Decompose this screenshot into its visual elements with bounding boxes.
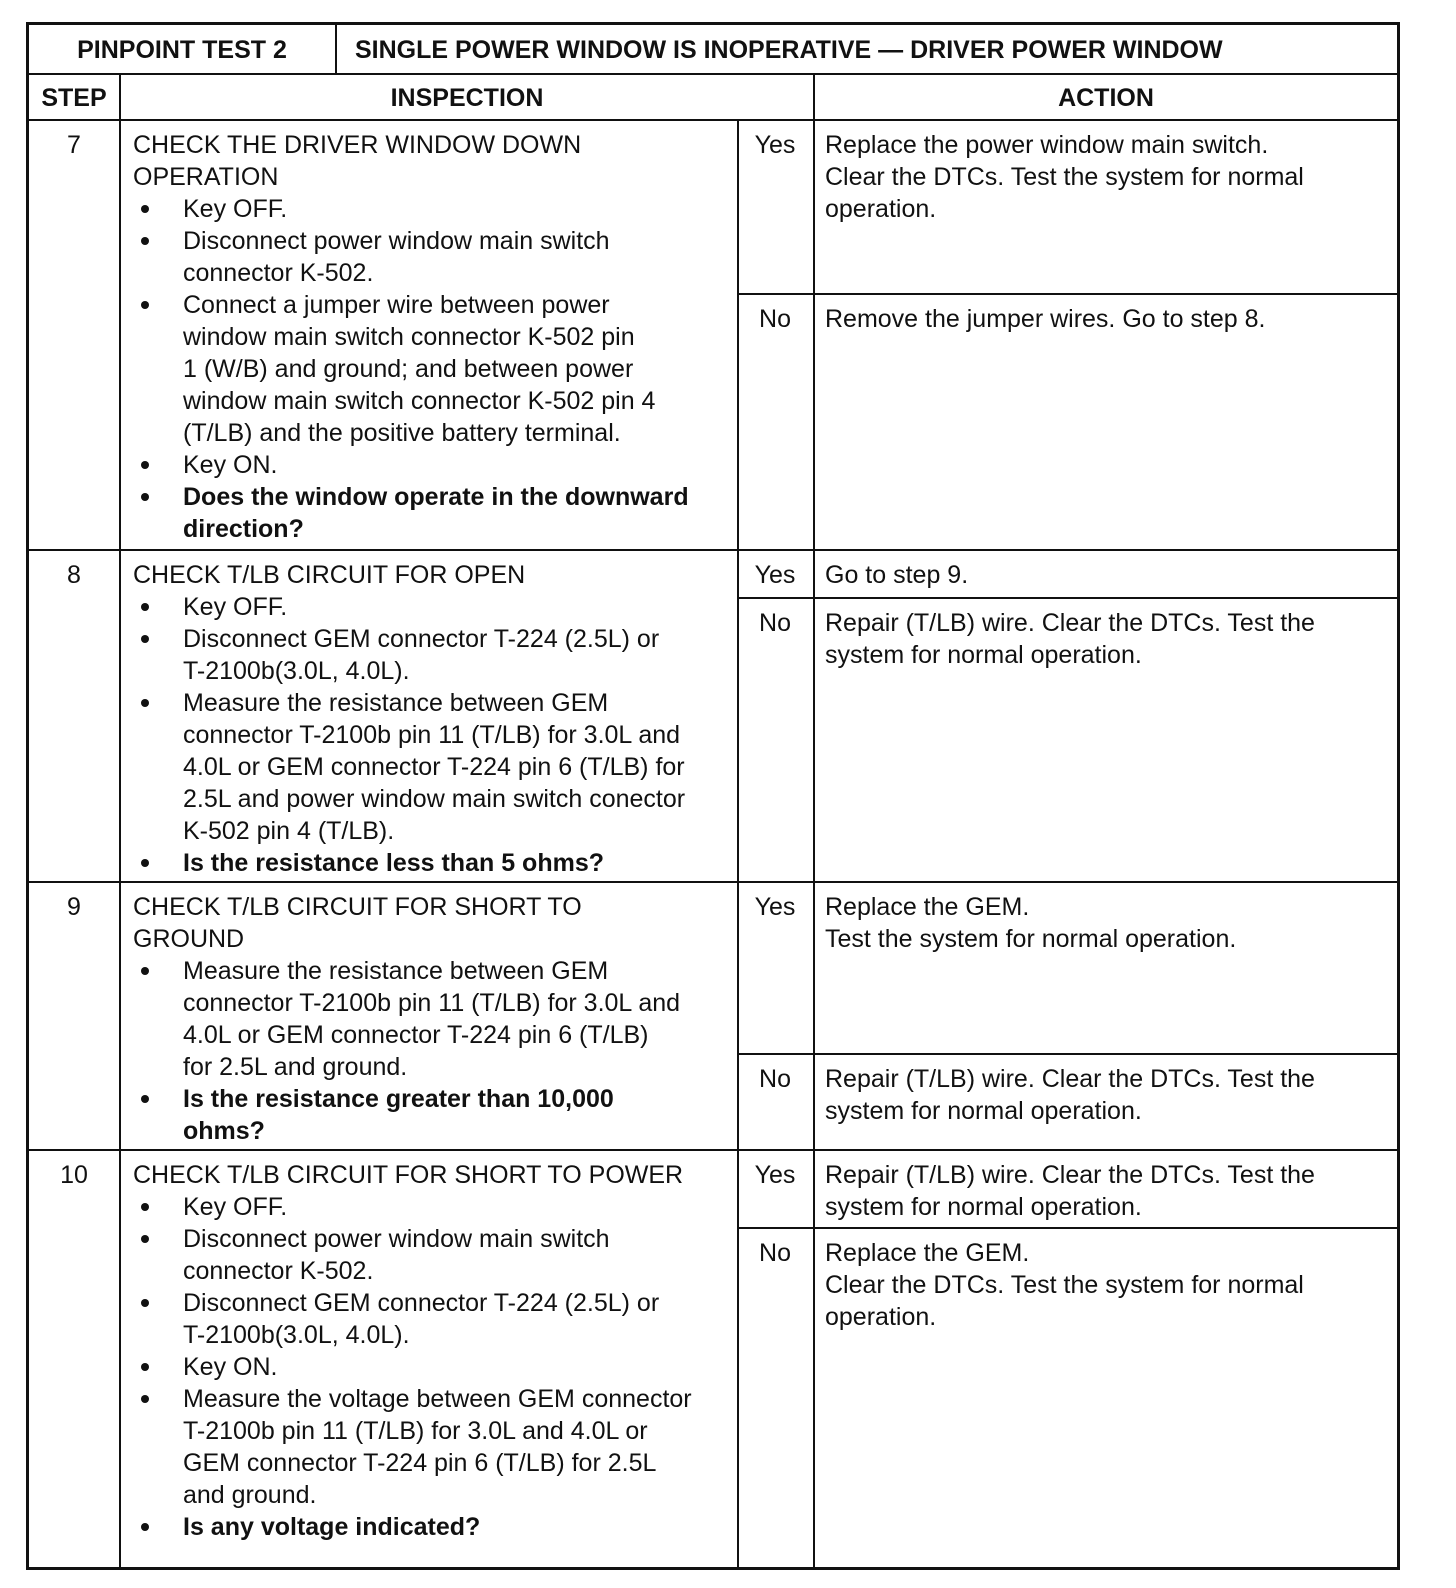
bullet-icon bbox=[141, 699, 149, 707]
bullet-line: Is any voltage indicated? bbox=[183, 1513, 481, 1541]
grid-line-vertical bbox=[813, 73, 815, 1568]
bullet-line: and ground. bbox=[183, 1481, 317, 1509]
bullet-icon bbox=[141, 1363, 149, 1371]
bullet-line: 4.0L or GEM connector T-224 pin 6 (T/LB) for bbox=[183, 753, 685, 781]
action-line: Test the system for normal operation. bbox=[825, 925, 1237, 953]
column-header-inspection bbox=[121, 77, 813, 119]
test-id-cell bbox=[29, 29, 335, 71]
grid-line-horizontal bbox=[29, 881, 1397, 883]
action-line: operation. bbox=[825, 1303, 937, 1331]
bullet-icon bbox=[141, 461, 149, 469]
bullet-line: Is the resistance greater than 10,000 bbox=[183, 1085, 614, 1113]
action-line: Repair (T/LB) wire. Clear the DTCs. Test the bbox=[825, 609, 1315, 637]
bullet-line: Key OFF. bbox=[183, 593, 288, 621]
answer-no: No bbox=[759, 1239, 791, 1267]
column-header-action-label: ACTION bbox=[1058, 84, 1154, 112]
grid-line-vertical bbox=[119, 73, 121, 1568]
action-line: Clear the DTCs. Test the system for normal bbox=[825, 163, 1304, 191]
step-number: 8 bbox=[67, 561, 81, 589]
bullet-line: connector T-2100b pin 11 (T/LB) for 3.0L and bbox=[183, 989, 681, 1017]
bullet-line: Connect a jumper wire between power bbox=[183, 291, 610, 319]
inspection-bullet-list bbox=[133, 591, 685, 879]
bullet-line: window main switch connector K-502 pin bbox=[183, 323, 635, 351]
inspection-heading-line: CHECK THE DRIVER WINDOW DOWN bbox=[133, 131, 582, 159]
inspection-bullet-list bbox=[133, 193, 689, 545]
test-title-cell bbox=[355, 29, 1395, 71]
action-text bbox=[825, 303, 1265, 335]
action-line: Repair (T/LB) wire. Clear the DTCs. Test the bbox=[825, 1161, 1315, 1189]
bullet-line: 1 (W/B) and ground; and between power bbox=[183, 355, 634, 383]
inspection-step bbox=[133, 1223, 692, 1287]
grid-line-vertical bbox=[737, 1151, 739, 1568]
bullet-icon bbox=[141, 205, 149, 213]
bullet-icon bbox=[141, 1235, 149, 1243]
pinpoint-test-table bbox=[26, 22, 1400, 1570]
action-text bbox=[825, 559, 968, 591]
bullet-line: connector K-502. bbox=[183, 1257, 374, 1285]
inspection-heading bbox=[133, 559, 525, 591]
action-text bbox=[825, 129, 1304, 225]
bullet-icon bbox=[141, 967, 149, 975]
bullet-line: connector T-2100b pin 11 (T/LB) for 3.0L and bbox=[183, 721, 681, 749]
bullet-line: (T/LB) and the positive battery terminal. bbox=[183, 419, 621, 447]
bullet-icon bbox=[141, 237, 149, 245]
bullet-line: Disconnect power window main switch bbox=[183, 1225, 610, 1253]
bullet-line: 4.0L or GEM connector T-224 pin 6 (T/LB) bbox=[183, 1021, 649, 1049]
column-header-step-label: STEP bbox=[41, 84, 107, 112]
inspection-heading-line: CHECK T/LB CIRCUIT FOR SHORT TO POWER bbox=[133, 1161, 684, 1189]
bullet-line: K-502 pin 4 (T/LB). bbox=[183, 817, 395, 845]
step-number: 7 bbox=[67, 131, 81, 159]
bullet-line: Is the resistance less than 5 ohms? bbox=[183, 849, 604, 877]
bullet-icon bbox=[141, 1523, 149, 1531]
inspection-step bbox=[133, 193, 689, 225]
bullet-line: 2.5L and power window main switch conector bbox=[183, 785, 686, 813]
bullet-line: T-2100b pin 11 (T/LB) for 3.0L and 4.0L or bbox=[183, 1417, 648, 1445]
bullet-line: T-2100b(3.0L, 4.0L). bbox=[183, 657, 410, 685]
inspection-step bbox=[133, 449, 689, 481]
column-header-step bbox=[29, 77, 119, 119]
inspection-question bbox=[133, 1511, 692, 1543]
bullet-icon bbox=[141, 1203, 149, 1211]
step-number: 9 bbox=[67, 893, 81, 921]
bullet-line: direction? bbox=[183, 515, 304, 543]
inspection-heading bbox=[133, 891, 582, 955]
bullet-line: Disconnect GEM connector T-224 (2.5L) or bbox=[183, 1289, 660, 1317]
action-line: Clear the DTCs. Test the system for normal bbox=[825, 1271, 1304, 1299]
bullet-line: Key OFF. bbox=[183, 195, 288, 223]
inspection-step bbox=[133, 1191, 692, 1223]
inspection-heading-line: GROUND bbox=[133, 925, 245, 953]
action-text bbox=[825, 607, 1315, 671]
bullet-line: Measure the voltage between GEM connector bbox=[183, 1385, 692, 1413]
inspection-step bbox=[133, 1383, 692, 1511]
action-line: system for normal operation. bbox=[825, 641, 1142, 669]
bullet-line: connector K-502. bbox=[183, 259, 374, 287]
bullet-line: Measure the resistance between GEM bbox=[183, 689, 609, 717]
answer-yes: Yes bbox=[754, 1161, 796, 1189]
action-text bbox=[825, 891, 1236, 955]
step-number: 10 bbox=[60, 1161, 88, 1189]
bullet-line: Does the window operate in the downward bbox=[183, 483, 689, 511]
answer-no: No bbox=[759, 609, 791, 637]
bullet-line: window main switch connector K-502 pin 4 bbox=[183, 387, 656, 415]
inspection-step bbox=[133, 1287, 692, 1351]
column-header-inspection-label: INSPECTION bbox=[390, 84, 544, 112]
action-text bbox=[825, 1237, 1304, 1333]
inspection-step bbox=[133, 289, 689, 449]
column-header-action bbox=[815, 77, 1397, 119]
answer-yes: Yes bbox=[754, 893, 796, 921]
bullet-line: GEM connector T-224 pin 6 (T/LB) for 2.5L bbox=[183, 1449, 657, 1477]
bullet-line: Disconnect power window main switch bbox=[183, 227, 610, 255]
bullet-icon bbox=[141, 603, 149, 611]
answer-yes: Yes bbox=[754, 131, 796, 159]
answer-yes: Yes bbox=[754, 561, 796, 589]
bullet-icon bbox=[141, 1095, 149, 1103]
action-text bbox=[825, 1159, 1315, 1223]
bullet-icon bbox=[141, 1299, 149, 1307]
inspection-bullet-list bbox=[133, 955, 680, 1147]
bullet-line: Key ON. bbox=[183, 1353, 278, 1381]
bullet-line: T-2100b(3.0L, 4.0L). bbox=[183, 1321, 410, 1349]
bullet-icon bbox=[141, 859, 149, 867]
action-line: system for normal operation. bbox=[825, 1193, 1142, 1221]
inspection-step bbox=[133, 591, 685, 623]
answer-no: No bbox=[759, 305, 791, 333]
bullet-line: Measure the resistance between GEM bbox=[183, 957, 609, 985]
action-line: system for normal operation. bbox=[825, 1097, 1142, 1125]
bullet-line: for 2.5L and ground. bbox=[183, 1053, 408, 1081]
inspection-heading-line: OPERATION bbox=[133, 163, 279, 191]
test-id: PINPOINT TEST 2 bbox=[77, 36, 287, 64]
action-line: operation. bbox=[825, 195, 937, 223]
action-text bbox=[825, 1063, 1315, 1127]
inspection-heading bbox=[133, 129, 581, 193]
inspection-question bbox=[133, 1083, 680, 1147]
inspection-question bbox=[133, 847, 685, 879]
inspection-step bbox=[133, 1351, 692, 1383]
test-title: SINGLE POWER WINDOW IS INOPERATIVE — DRIVER POWER WINDOW bbox=[355, 36, 1223, 64]
grid-line-horizontal bbox=[737, 1053, 1397, 1055]
inspection-heading-line: CHECK T/LB CIRCUIT FOR OPEN bbox=[133, 561, 526, 589]
action-line: Remove the jumper wires. Go to step 8. bbox=[825, 305, 1266, 333]
action-line: Go to step 9. bbox=[825, 561, 969, 589]
inspection-bullet-list bbox=[133, 1191, 692, 1543]
action-line: Replace the GEM. bbox=[825, 893, 1030, 921]
bullet-line: Disconnect GEM connector T-224 (2.5L) or bbox=[183, 625, 660, 653]
bullet-line: Key OFF. bbox=[183, 1193, 288, 1221]
bullet-icon bbox=[141, 301, 149, 309]
answer-no: No bbox=[759, 1065, 791, 1093]
inspection-heading-line: CHECK T/LB CIRCUIT FOR SHORT TO bbox=[133, 893, 582, 921]
grid-line-horizontal bbox=[29, 549, 1397, 551]
grid-line-vertical bbox=[335, 25, 337, 73]
bullet-icon bbox=[141, 1395, 149, 1403]
action-line: Replace the GEM. bbox=[825, 1239, 1030, 1267]
inspection-step bbox=[133, 687, 685, 847]
grid-line-horizontal bbox=[29, 73, 1397, 75]
action-line: Repair (T/LB) wire. Clear the DTCs. Test the bbox=[825, 1065, 1315, 1093]
grid-line-horizontal bbox=[737, 293, 1397, 295]
inspection-heading bbox=[133, 1159, 683, 1191]
inspection-step bbox=[133, 955, 680, 1083]
grid-line-horizontal bbox=[29, 1149, 1397, 1151]
inspection-step bbox=[133, 225, 689, 289]
grid-line-horizontal bbox=[737, 1227, 1397, 1229]
inspection-question bbox=[133, 481, 689, 545]
bullet-icon bbox=[141, 493, 149, 501]
grid-line-horizontal bbox=[29, 119, 1397, 121]
action-line: Replace the power window main switch. bbox=[825, 131, 1269, 159]
inspection-step bbox=[133, 623, 685, 687]
bullet-line: Key ON. bbox=[183, 451, 278, 479]
grid-line-horizontal bbox=[737, 597, 1397, 599]
bullet-icon bbox=[141, 635, 149, 643]
bullet-line: ohms? bbox=[183, 1117, 265, 1145]
